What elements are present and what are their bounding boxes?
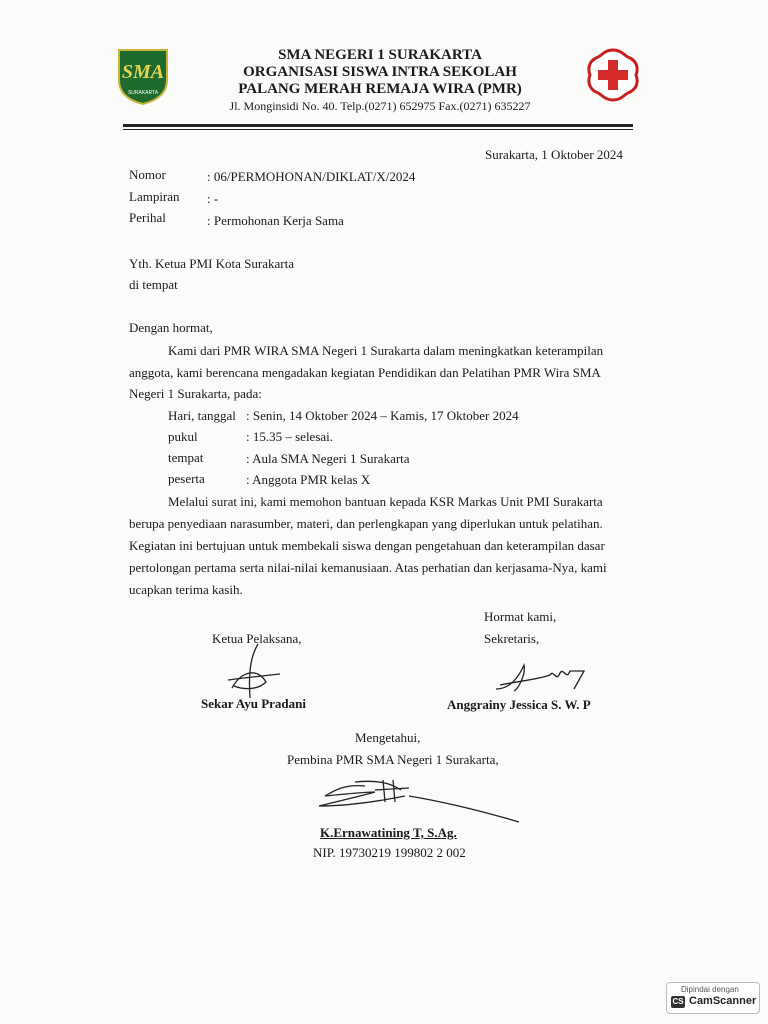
advisor-name: K.Ernawatining T, S.Ag. <box>320 825 457 840</box>
para2-line3: Kegiatan ini bertujuan untuk membekali siswa dengan pengetahuan dan keterampilan dasar <box>129 538 605 553</box>
right-signer-role: Sekretaris, <box>484 631 540 646</box>
letterhead-address: Jl. Monginsidi No. 40. Telp.(0271) 652975 Fax.(0271) 635227 <box>229 99 531 113</box>
detail-value-time: : 15.35 – selesai. <box>246 429 334 444</box>
org-name: ORGANISASI SISWA INTRA SEKOLAH <box>243 64 517 80</box>
para2-line4: pertolongan pertama serta nilai-nilai kemanusiaan. Atas perhatian dan kerjasama-Nya, kami <box>129 560 607 575</box>
para1-line3: Negeri 1 Surakarta, pada: <box>129 386 262 401</box>
advisor-signature <box>305 772 525 828</box>
detail-label-time: pukul <box>168 429 198 444</box>
red-cross-logo <box>584 46 642 104</box>
letterhead-rule-thin <box>123 129 633 130</box>
camscanner-icon: CS <box>672 997 684 1006</box>
right-signer-name: Anggrainy Jessica S. W. P <box>447 697 591 712</box>
school-logo <box>115 44 171 106</box>
meta-label-perihal: Perihal <box>129 210 166 225</box>
logo-caption: SURAKARTA <box>127 90 159 96</box>
detail-value-place: : Aula SMA Negeri 1 Surakarta <box>246 451 410 466</box>
left-signer-name: Sekar Ayu Pradani <box>201 696 306 711</box>
para1-line2: anggota, kami berencana mengadakan kegiatan Pendidikan dan Pelatihan PMR Wira SMA <box>129 365 601 380</box>
para2-line2: berupa penyediaan narasumber, materi, dan perlengkapan yang diperlukan untuk pelatihan. <box>129 516 603 531</box>
advisor-role: Pembina PMR SMA Negeri 1 Surakarta, <box>287 752 499 767</box>
recipient-line1: Yth. Ketua PMI Kota Surakarta <box>129 256 294 271</box>
camscanner-brand: CamScanner <box>689 995 757 1007</box>
unit-name: PALANG MERAH REMAJA WIRA (PMR) <box>238 81 522 97</box>
camscanner-caption: Dipindai dengan <box>681 985 739 994</box>
meta-label-nomor: Nomor <box>129 167 166 182</box>
recipient-line2: di tempat <box>129 277 178 292</box>
detail-value-date: : Senin, 14 Oktober 2024 – Kamis, 17 Oktober 2024 <box>246 408 519 423</box>
detail-label-place: tempat <box>168 450 204 465</box>
para2-line5: ucapkan terima kasih. <box>129 582 243 597</box>
detail-value-participants: : Anggota PMR kelas X <box>246 472 371 487</box>
letter-date: Surakarta, 1 Oktober 2024 <box>485 147 623 162</box>
left-signer-role: Ketua Pelaksana, <box>212 631 302 646</box>
para1-line1: Kami dari PMR WIRA SMA Negeri 1 Surakarta dalam meningkatkan keterampilan <box>168 343 604 358</box>
right-signature <box>490 655 590 697</box>
left-signature <box>218 640 288 702</box>
letterhead-rule-thick <box>123 124 633 127</box>
closing: Hormat kami, <box>484 609 557 624</box>
logo-monogram: SMA <box>121 61 165 83</box>
meta-value-nomor: : 06/PERMOHONAN/DIKLAT/X/2024 <box>207 169 416 184</box>
meta-value-perihal: : Permohonan Kerja Sama <box>207 213 344 228</box>
meta-label-lampiran: Lampiran <box>129 189 180 204</box>
meta-value-lampiran: : - <box>207 191 219 206</box>
advisor-nip: NIP. 19730219 199802 2 002 <box>313 845 466 860</box>
greeting: Dengan hormat, <box>129 320 213 335</box>
detail-label-date: Hari, tanggal <box>168 408 236 423</box>
para2-line1: Melalui surat ini, kami memohon bantuan kepada KSR Markas Unit PMI Surakarta <box>168 494 603 509</box>
camscanner-badge <box>666 982 760 1014</box>
detail-label-participants: peserta <box>168 471 205 486</box>
acknowledged-label: Mengetahui, <box>355 730 421 745</box>
school-name: SMA NEGERI 1 SURAKARTA <box>278 47 482 63</box>
